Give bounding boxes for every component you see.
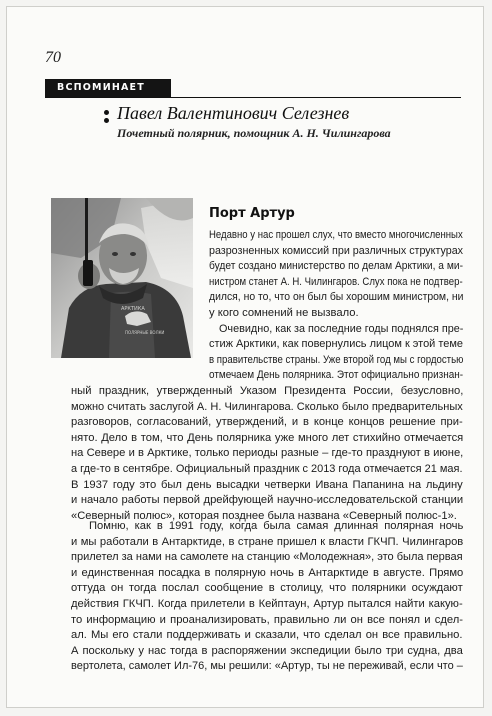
article-line: нято. Дело в том, что День полярника уже много лет стихийно отмечается bbox=[71, 431, 464, 444]
article-line: и начало работы первой дрейфующей научно-исследовательской станции bbox=[71, 494, 464, 507]
article-line: у кого сомнений не вызвало. bbox=[209, 307, 359, 319]
jacket-logo-subtext: ПОЛЯРНЫЕ ВОЛКИ bbox=[125, 330, 165, 335]
author-role: Почетный полярник, помощник А. Н. Чилингарова bbox=[117, 126, 391, 140]
article-line: разрозненных комиссий при различных структурах bbox=[209, 244, 464, 257]
article-line: Недавно у нас прошел слух, что вместо многочисленных bbox=[209, 229, 463, 241]
article-line: дился, но то, что он был бы хорошим министром, ни bbox=[209, 291, 464, 304]
article-line: прилетел за нами на самолете на станцию «Молодежная», это была первая bbox=[71, 551, 463, 564]
author-bullet-icon bbox=[104, 110, 109, 130]
article-line: нистром станет А. Н. Чилингаров. Слух пока не подтвер- bbox=[209, 275, 463, 288]
article-line: «Северный полюс», которая позднее была названа «Северный полюс-1». bbox=[71, 509, 457, 522]
article-line: отмечаем День полярника. Этот официально признан- bbox=[209, 369, 464, 382]
article-line: разговоров, согласований, утверждений, и в конце концов решение при- bbox=[71, 416, 463, 429]
article-line: на Севере и в Арктике, только периоды разные – где-то празднуют в июне, bbox=[71, 447, 464, 460]
page-number: 70 bbox=[45, 49, 61, 66]
jacket-logo-text: АРКТИКА bbox=[121, 306, 145, 312]
article-line: стиж Арктики, как повернулись лицом к этой теме bbox=[209, 338, 463, 351]
article-line: А поскольку у нас тогда в распоряжении экспедиции было три судна, два bbox=[71, 644, 463, 657]
section-label: ВСПОМИНАЕТ bbox=[45, 79, 171, 97]
article-line: ал. Мы его стали поддерживать и сказали, что сделал он все правильно. bbox=[71, 629, 463, 642]
article-line: В 1937 году это был день высадки четверки Ивана Папанина на льдину bbox=[71, 478, 463, 491]
author-name: Павел Валентинович Селезнев bbox=[117, 103, 350, 123]
article-line: то информацию и проанализировать, правильно ли он все понял и сдел- bbox=[71, 613, 463, 626]
article-line: действия ГКЧП. Когда прилетели в Кейптаун, Артур пытался найти какую- bbox=[71, 598, 463, 610]
article-line: в правительстве страны. Уже второй год мы с гордостью bbox=[209, 353, 464, 366]
article-line: ный праздник, утвержденный Указом Президента России, безусловно, bbox=[71, 385, 464, 397]
article-line: и единственная посадка в полярную ночь в Антарктиде в августе. Прямо bbox=[71, 566, 464, 579]
book-page bbox=[6, 6, 484, 708]
article-line: вертолета, самолет Ил-76, мы решили: «Артур, ты не переживай, если что – bbox=[71, 660, 463, 673]
article-line: будет создано министерство по делам Арктики, а ми- bbox=[209, 260, 463, 273]
section-header-rule bbox=[45, 79, 461, 98]
author-photo bbox=[51, 198, 193, 358]
article-line: и мы работали в Антарктиде, в стране пришел к власти ГКЧП. Чилингаров bbox=[71, 535, 464, 548]
article-line: можно считать заслугой А. Н. Чилингарова. Сколько было предварительных bbox=[71, 400, 463, 413]
article-line: а где-то в сентябре. Официальный праздник с 2013 года отмечается 21 мая. bbox=[71, 463, 463, 475]
article-line: Очевидно, как за последние годы поднялся пре- bbox=[219, 322, 464, 335]
article-line: Помню, как в 1991 году, когда была самая длинная полярная ночь bbox=[89, 520, 464, 532]
article-line: оттуда он тогда послал сообщение в столицу, что полярники осуждают bbox=[71, 582, 463, 595]
article-title: Порт Артур bbox=[209, 206, 295, 221]
author-photo-image bbox=[51, 198, 193, 358]
